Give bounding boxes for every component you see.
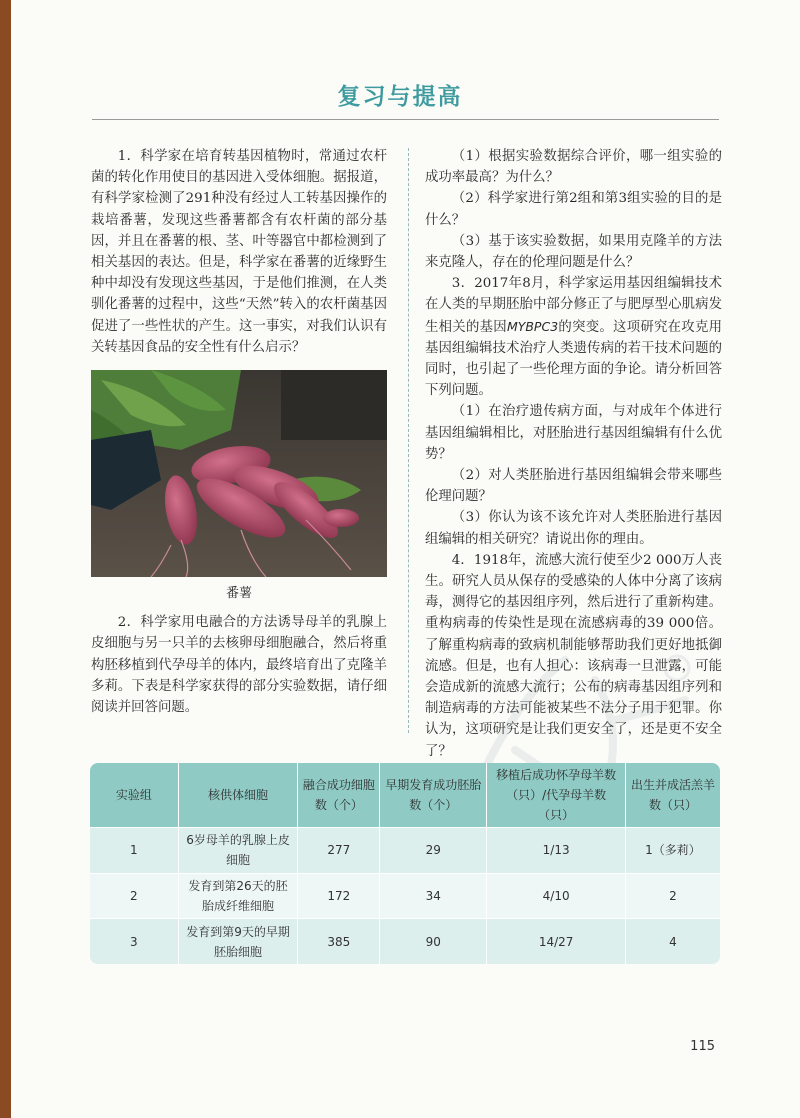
table-cell: 2 bbox=[625, 873, 720, 919]
table-row bbox=[90, 828, 720, 874]
sweet-potato-photo bbox=[91, 370, 387, 577]
question-3 bbox=[425, 273, 722, 401]
table-cell: 1（多莉） bbox=[625, 828, 720, 874]
table-cell: 发育到第26天的胚胎成纤维细胞 bbox=[178, 873, 298, 919]
table-cell: 4 bbox=[625, 919, 720, 964]
table-cell: 90 bbox=[380, 919, 487, 964]
question-3-sub-3: （3）你认为该不该允许对人类胚胎进行基因组编辑的相关研究？请说出你的理由。 bbox=[425, 510, 722, 547]
table-cell: 385 bbox=[298, 919, 380, 964]
question-2-sub-2: （2）科学家进行第2组和第3组实验的目的是什么？ bbox=[425, 191, 722, 228]
question-3-sub-2: （2）对人类胚胎进行基因组编辑会带来哪些伦理问题？ bbox=[425, 468, 722, 505]
table-row bbox=[90, 873, 720, 919]
question-1: 1．科学家在培育转基因植物时，常通过农杆菌的转化作用使目的基因进入受体细胞。据报道，有科学家检测了291种没有经过人工转基因操作的栽培番薯，发现这些番薯都含有农杆菌的部分基因，并且在番薯的根、茎、叶等器官中都检测到了相关基因的表达。但是，科学家在番薯的近缘野生种中却没有发现这些基因，于是他们推测，在人类驯化番薯的过程中，这些“天然”转入的农杆菌基因促进了一些性状的产生。这一事实，对我们认识有关转基因食品的安全性有什么启示？ bbox=[91, 149, 387, 355]
question-2: 2．科学家用电融合的方法诱导母羊的乳腺上皮细胞与另一只羊的去核卵母细胞融合，然后将重构胚移植到代孕母羊的体内，最终培育出了克隆羊多莉。下表是科学家获得的部分实验数据，请仔细阅读并回答问题。 bbox=[91, 615, 387, 716]
table-cell: 1 bbox=[90, 828, 178, 874]
book-spine bbox=[0, 0, 11, 1118]
table-header: 早期发育成功胚胎数（个） bbox=[380, 763, 487, 828]
table-cell: 4/10 bbox=[487, 873, 626, 919]
table-header: 融合成功细胞数（个） bbox=[298, 763, 380, 828]
table-cell: 277 bbox=[298, 828, 380, 874]
question-2-sub-1: （1）根据实验数据综合评价，哪一组实验的成功率最高？为什么？ bbox=[425, 149, 722, 186]
table-cell: 发育到第9天的早期胚胎细胞 bbox=[178, 919, 298, 964]
table-cell: 34 bbox=[380, 873, 487, 919]
table-cell: 1/13 bbox=[487, 828, 626, 874]
table-cell: 3 bbox=[90, 919, 178, 964]
question-4: 4．1918年，流感大流行使至少2 000万人丧生。研究人员从保存的受感染的人体中分离了该病毒，测得它的基因组序列，然后进行了重新构建。重构病毒的传染性是现在流感病毒的39 000倍。了解重构病毒的致病机制能够帮助我们更好地抵御流感。但是，也有人担心：该病毒一旦泄露，可能会造成新的流感大流行；公布的病毒基因组序列和制造病毒的方法可能被某些不法分子用于犯罪。你认为，这项研究是让我们更安全了，还是更不安全了？ bbox=[425, 552, 722, 759]
table-header: 出生并成活羔羊数（只） bbox=[625, 763, 720, 828]
page-title: 复习与提高 bbox=[337, 84, 463, 110]
question-3-lead: 3．2017年8月，科学家运用基因组编辑技术在人类的早期胚胎中部分修正了与肥厚型心肌病发生相关的基因 bbox=[425, 276, 722, 335]
table-cell: 2 bbox=[90, 873, 178, 919]
table-cell: 14/27 bbox=[487, 919, 626, 964]
question-3-rest: 的突变。这项研究在攻克用基因组编辑技术治疗人类遗传病的若干技术问题的同时，也引起了一些伦理方面的争论。请分析回答下列问题。 bbox=[425, 319, 723, 399]
question-3-sub-1: （1）在治疗遗传病方面，与对成年个体进行基因组编辑相比，对胚胎进行基因组编辑有什么优势？ bbox=[425, 404, 722, 462]
gene-name: MYBPC3 bbox=[506, 318, 559, 334]
table-cell: 6岁母羊的乳腺上皮细胞 bbox=[178, 828, 298, 874]
table-header-row bbox=[90, 763, 720, 828]
title-rule bbox=[92, 119, 719, 120]
page-number: 115 bbox=[690, 1039, 715, 1054]
table-row bbox=[90, 919, 720, 964]
column-divider bbox=[408, 148, 409, 733]
table-cell: 172 bbox=[298, 873, 380, 919]
table-header: 移植后成功怀孕母羊数（只）/代孕母羊数（只） bbox=[487, 763, 626, 828]
table-cell: 29 bbox=[380, 828, 487, 874]
experiment-table bbox=[90, 763, 720, 964]
table-header: 实验组 bbox=[90, 763, 178, 828]
table-header: 核供体细胞 bbox=[178, 763, 298, 828]
left-column bbox=[91, 146, 387, 718]
question-2-sub-3: （3）基于该实验数据，如果用克隆羊的方法来克隆人，存在的伦理问题是什么？ bbox=[425, 233, 722, 271]
photo-caption: 番薯 bbox=[225, 586, 252, 602]
